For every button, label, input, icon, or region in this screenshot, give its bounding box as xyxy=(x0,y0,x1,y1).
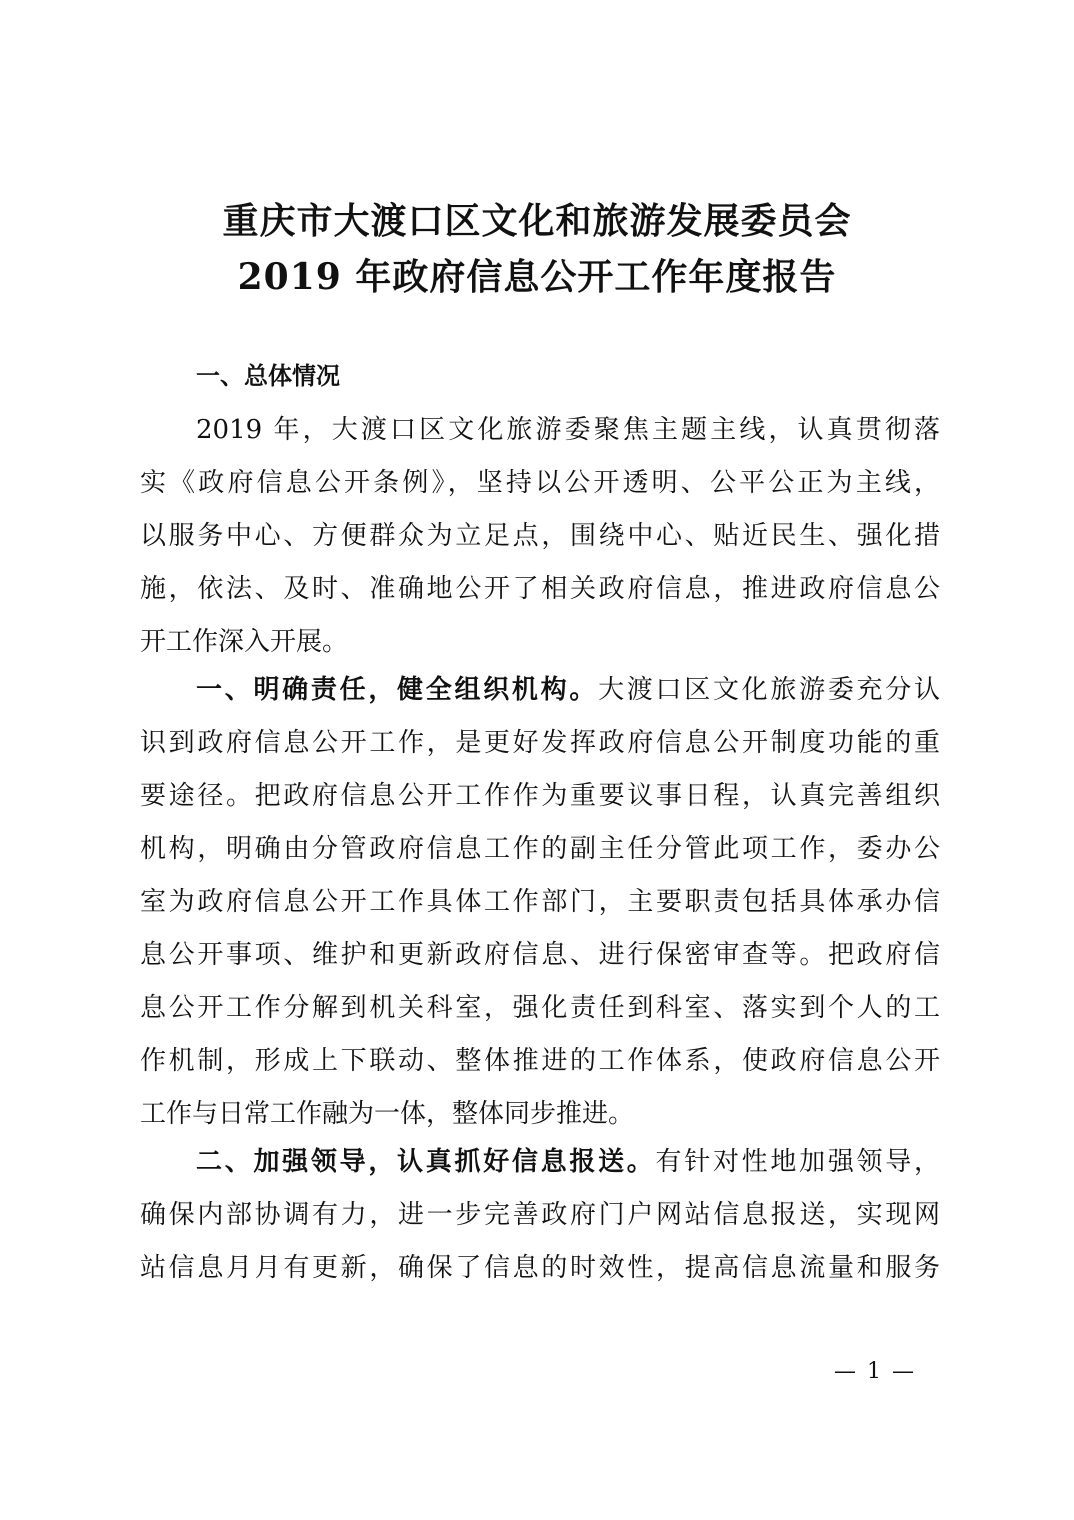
paragraph-lead-heading: 一、明确责任，健全组织机构。 xyxy=(196,675,599,705)
paragraph-overview xyxy=(140,404,940,669)
page-number: — 1 — xyxy=(834,1359,916,1384)
paragraph-lead-heading: 二、加强领导，认真抓好信息报送。 xyxy=(196,1147,656,1177)
paragraph-lead-rest: 大渡口区文化旅游委充分认 xyxy=(598,675,940,705)
report-title-line-1: 重庆市大渡口区文化和旅游发展委员会 xyxy=(222,200,852,242)
section-heading-overview: 一、总体情况 xyxy=(196,362,340,390)
paragraph-line: 工作与日常工作融为一体，整体同步推进。 xyxy=(140,1099,635,1129)
paragraph-responsibility xyxy=(140,664,940,1141)
paragraph-line: 2019 年，大渡口区文化旅游委聚焦主题主线，认真贯彻落 xyxy=(196,415,940,445)
paragraph-line: 室为政府信息公开工作具体工作部门，主要职责包括具体承办信 xyxy=(140,887,940,917)
paragraph-line: 实《政府信息公开条例》，坚持以公开透明、公平公正为主线， xyxy=(140,468,940,498)
report-title-line-2: 2019 年政府信息公开工作年度报告 xyxy=(237,256,837,298)
paragraph-line: 开工作深入开展。 xyxy=(140,627,349,657)
paragraph-line: 要途径。把政府信息公开工作作为重要议事日程，认真完善组织 xyxy=(140,781,940,811)
paragraph-line: 作机制，形成上下联动、整体推进的工作体系，使政府信息公开 xyxy=(140,1046,940,1076)
paragraph-first-line xyxy=(140,1136,940,1189)
paragraph-lead-rest: 有针对性地加强领导， xyxy=(655,1147,940,1177)
paragraph-first-line xyxy=(140,664,940,717)
paragraph-line: 确保内部协调有力，进一步完善政府门户网站信息报送，实现网 xyxy=(140,1200,940,1230)
paragraph-line: 息公开工作分解到机关科室，强化责任到科室、落实到个人的工 xyxy=(140,993,940,1023)
paragraph-leadership xyxy=(140,1136,940,1295)
paragraph-line: 息公开事项、维护和更新政府信息、进行保密审查等。把政府信 xyxy=(140,940,940,970)
paragraph-line: 识到政府信息公开工作，是更好发挥政府信息公开制度功能的重 xyxy=(140,728,940,758)
paragraph-line: 施，依法、及时、准确地公开了相关政府信息，推进政府信息公 xyxy=(140,574,940,604)
paragraph-line: 机构，明确由分管政府信息工作的副主任分管此项工作，委办公 xyxy=(140,834,940,864)
paragraph-line: 站信息月月有更新，确保了信息的时效性，提高信息流量和服务 xyxy=(140,1253,940,1283)
paragraph-line: 以服务中心、方便群众为立足点，围绕中心、贴近民生、强化措 xyxy=(140,521,940,551)
